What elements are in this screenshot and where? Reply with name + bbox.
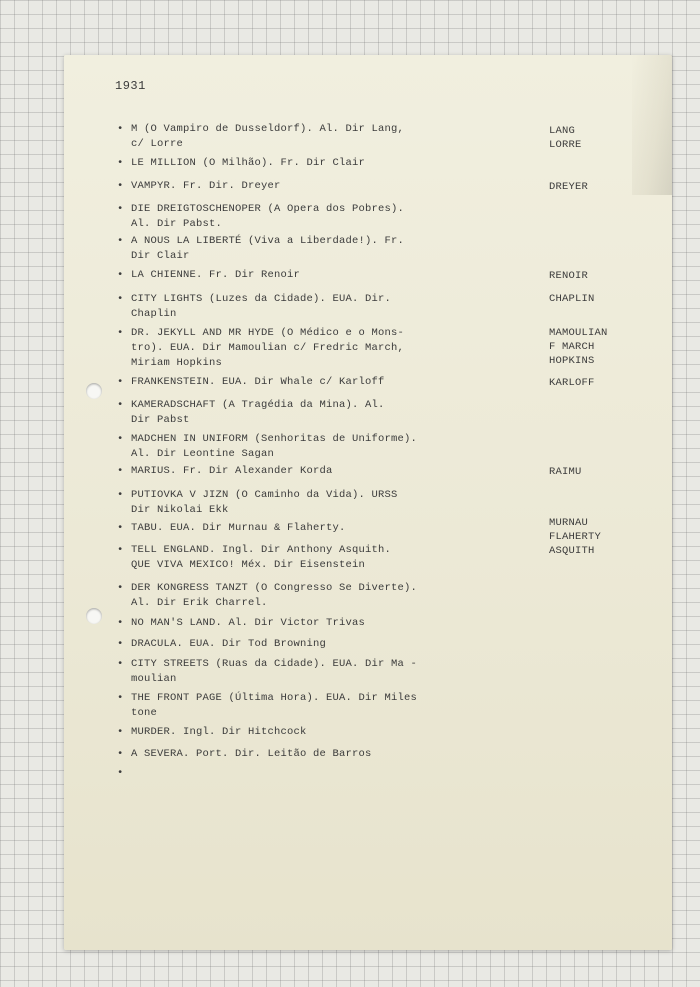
page-year: 1931 [115, 79, 146, 93]
margin-note [549, 465, 659, 479]
bullet-icon: • [117, 433, 124, 445]
margin-note-line: KARLOFF [549, 377, 595, 389]
film-entry-line: c/ Lorre [131, 138, 184, 150]
film-entry-line: Dir Clair [131, 250, 190, 262]
film-entry [117, 637, 477, 652]
film-entry-line: DER KONGRESS TANZT (O Congresso Se Diverte). [131, 582, 418, 594]
film-entry-line: DIE DREIGTOSCHENOPER (A Opera dos Pobres). [131, 203, 405, 215]
film-entry-line: DRACULA. EUA. Dir Tod Browning [131, 638, 327, 650]
margin-note-line: ASQUITH [549, 545, 595, 557]
film-entry [117, 156, 477, 171]
film-entry-line: PUTIOVKA V JIZN (O Caminho da Vida). URSS [131, 489, 398, 501]
film-entry-line: LA CHIENNE. Fr. Dir Renoir [131, 269, 301, 281]
bullet-icon: • [117, 726, 124, 738]
margin-note-line: F MARCH [549, 341, 595, 353]
margin-note [549, 180, 659, 194]
film-entry-line: Miriam Hopkins [131, 357, 223, 369]
film-entry-line: QUE VIVA MEXICO! Méx. Dir Eisenstein [131, 559, 366, 571]
bullet-icon: • [117, 692, 124, 704]
bullet-icon: • [117, 465, 124, 477]
bullet-icon: • [117, 327, 124, 339]
margin-note [549, 376, 659, 390]
film-entry [117, 543, 477, 573]
film-entry-line: VAMPYR. Fr. Dir. Dreyer [131, 180, 281, 192]
margin-note-line: RAIMU [549, 466, 582, 478]
bullet-icon: • [117, 522, 124, 534]
margin-note [549, 269, 659, 283]
film-entry-line: MURDER. Ingl. Dir Hitchcock [131, 726, 307, 738]
margin-note-line: RENOIR [549, 270, 589, 282]
film-entry [117, 375, 477, 390]
film-entry [117, 521, 477, 536]
margin-note [549, 516, 659, 558]
film-entry-line: DR. JEKYLL AND MR HYDE (O Médico e o Mons- [131, 327, 405, 339]
margin-note-line: CHAPLIN [549, 293, 595, 305]
film-entry [117, 326, 477, 371]
punch-hole-icon [86, 383, 102, 399]
film-entry [117, 202, 477, 232]
bullet-icon: • [117, 638, 124, 650]
film-entry-line: CITY LIGHTS (Luzes da Cidade). EUA. Dir. [131, 293, 392, 305]
bullet-icon: • [117, 617, 124, 629]
margin-note [549, 292, 659, 306]
film-entry [117, 616, 477, 631]
film-entry-line: MADCHEN IN UNIFORM (Senhoritas de Uniforme). [131, 433, 418, 445]
margin-note [549, 124, 659, 152]
film-entry [117, 432, 477, 462]
film-entry-line: tone [131, 707, 158, 719]
document-sheet [64, 55, 672, 950]
margin-note-line: HOPKINS [549, 355, 595, 367]
film-entry [117, 691, 477, 721]
bullet-icon: • [117, 658, 124, 670]
bullet-icon: • [117, 767, 124, 779]
film-entry-line: Al. Dir Pabst. [131, 218, 223, 230]
film-entry [117, 179, 477, 194]
bullet-icon: • [117, 235, 124, 247]
film-entry [117, 268, 477, 283]
film-entry [117, 398, 477, 428]
film-entry-line: FRANKENSTEIN. EUA. Dir Whale c/ Karloff [131, 376, 385, 388]
film-entry-line: tro). EUA. Dir Mamoulian c/ Fredric March, [131, 342, 405, 354]
film-entry-line: Dir Pabst [131, 414, 190, 426]
film-entry-line: KAMERADSCHAFT (A Tragédia da Mina). Al. [131, 399, 385, 411]
film-entry-line: moulian [131, 673, 177, 685]
film-entry-line: MARIUS. Fr. Dir Alexander Korda [131, 465, 333, 477]
bullet-icon: • [117, 376, 124, 388]
film-entry [117, 581, 477, 611]
film-entry [117, 122, 477, 152]
film-entry [117, 464, 477, 479]
film-entry-line: Al. Dir Leontine Sagan [131, 448, 275, 460]
margin-note-line: LANG [549, 125, 576, 137]
bullet-icon: • [117, 582, 124, 594]
film-entry-line: Chaplin [131, 308, 177, 320]
film-entry-line: NO MAN'S LAND. Al. Dir Victor Trivas [131, 617, 366, 629]
film-entry-line: TELL ENGLAND. Ingl. Dir Anthony Asquith. [131, 544, 392, 556]
margin-note-line: LORRE [549, 139, 582, 151]
film-entry-line: TABU. EUA. Dir Murnau & Flaherty. [131, 522, 346, 534]
margin-note-line: DREYER [549, 181, 589, 193]
film-entry [117, 657, 477, 687]
bullet-icon: • [117, 399, 124, 411]
film-entry-line: Dir Nikolai Ekk [131, 504, 229, 516]
bullet-icon: • [117, 544, 124, 556]
film-entry [117, 234, 477, 264]
punch-hole-icon [86, 608, 102, 624]
film-entry [117, 292, 477, 322]
bullet-icon: • [117, 293, 124, 305]
bullet-icon: • [117, 203, 124, 215]
film-entry [117, 747, 477, 762]
bullet-icon: • [117, 748, 124, 760]
bullet-icon: • [117, 157, 124, 169]
margin-note-line: MAMOULIAN [549, 327, 608, 339]
margin-note-line: MURNAU [549, 517, 589, 529]
film-entry-line: CITY STREETS (Ruas da Cidade). EUA. Dir Ma - [131, 658, 418, 670]
margin-note [549, 326, 659, 368]
film-entry-line: THE FRONT PAGE (Última Hora). EUA. Dir Miles [131, 692, 418, 704]
bullet-icon: • [117, 269, 124, 281]
film-entry-line: Al. Dir Erik Charrel. [131, 597, 268, 609]
film-entry-line: M (O Vampiro de Dusseldorf). Al. Dir Lang, [131, 123, 405, 135]
film-entry [117, 488, 477, 518]
bullet-icon: • [117, 489, 124, 501]
film-entry-line: LE MILLION (O Milhão). Fr. Dir Clair [131, 157, 366, 169]
margin-note-line: FLAHERTY [549, 531, 602, 543]
film-entry [117, 725, 477, 740]
bullet-icon: • [117, 180, 124, 192]
film-entry-line: A NOUS LA LIBERTÉ (Viva a Liberdade!). Fr. [131, 235, 405, 247]
bullet-icon: • [117, 123, 124, 135]
film-entry-line: A SEVERA. Port. Dir. Leitão de Barros [131, 748, 372, 760]
